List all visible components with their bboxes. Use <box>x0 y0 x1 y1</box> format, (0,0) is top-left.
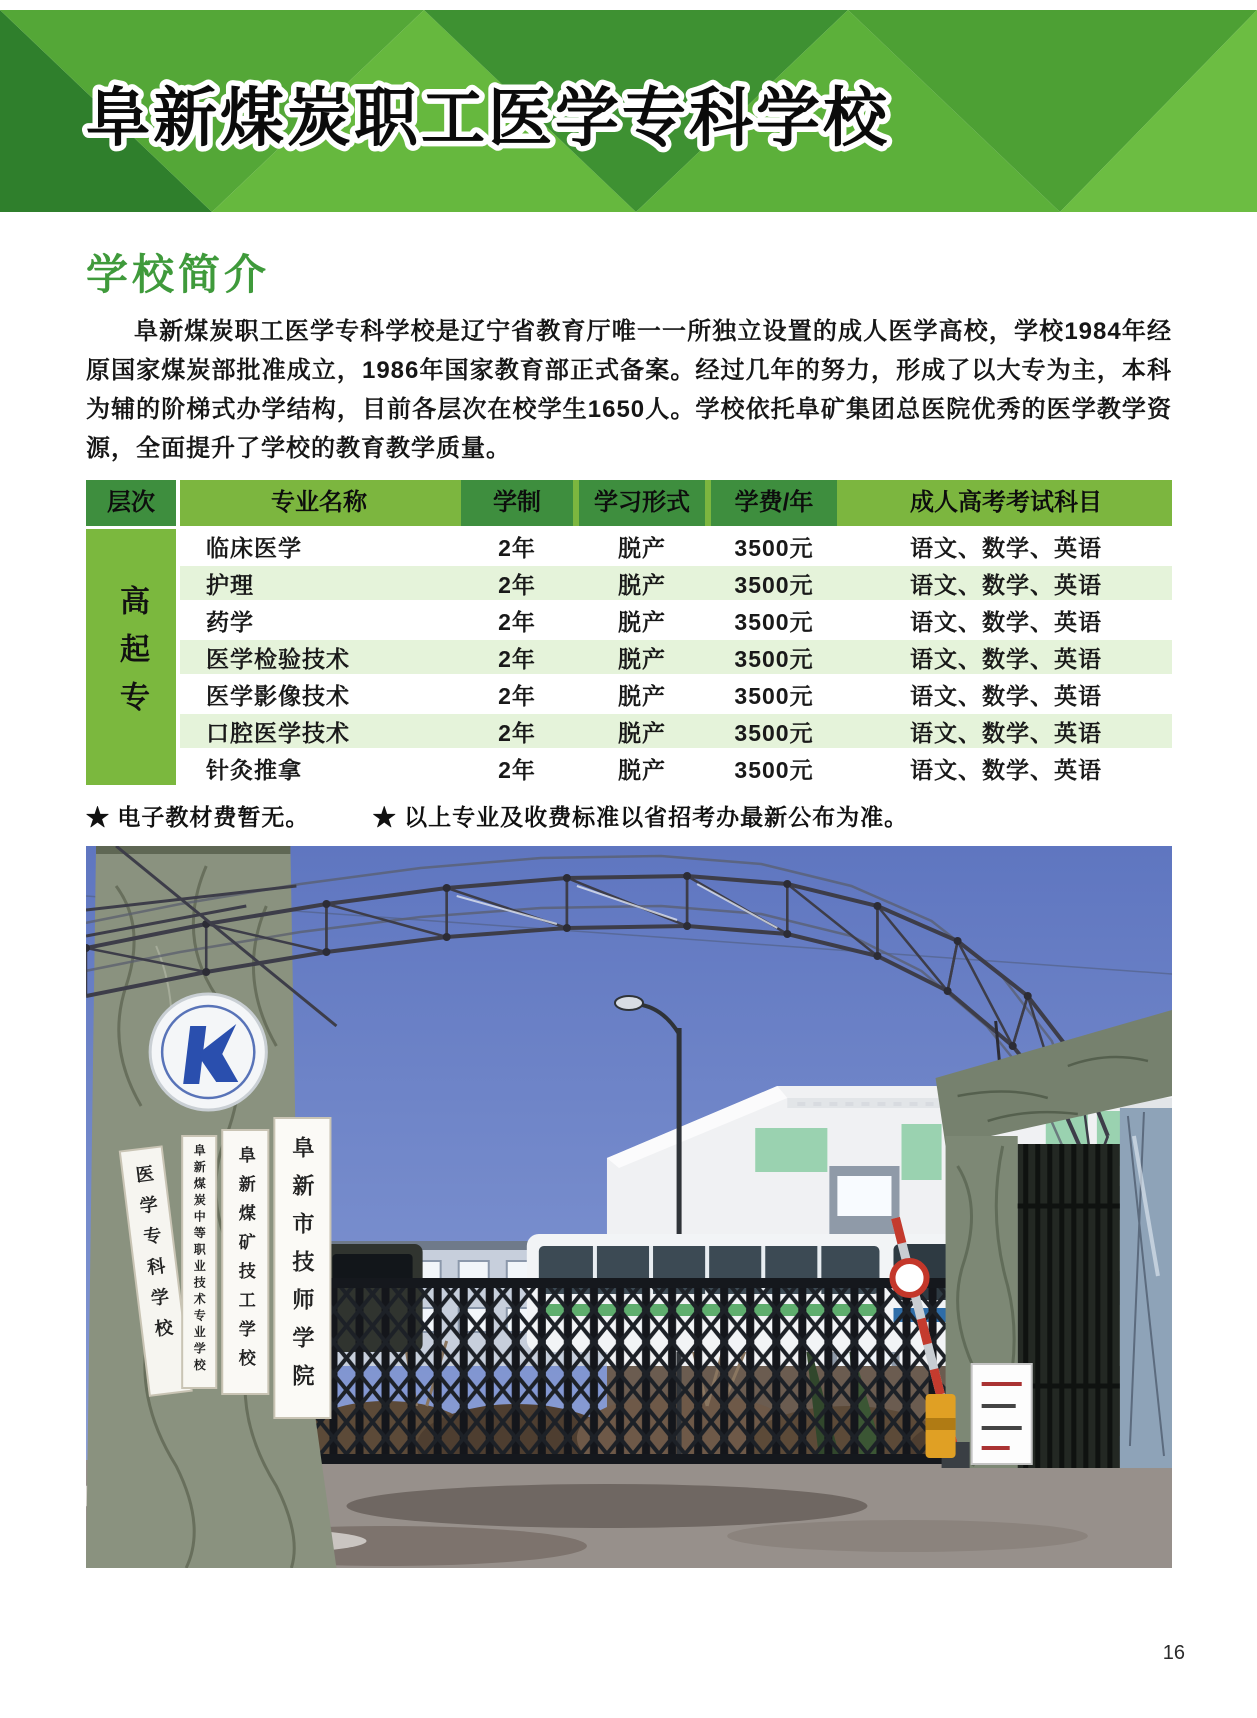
cell-duration: 2年 <box>498 571 536 598</box>
intro-paragraph: 阜新煤炭职工医学专科学校是辽宁省教育厅唯一一所独立设置的成人医学高校，学校1984年经原国家煤炭部批准成立，1986年国家教育部正式备案。经过几年的努力，形成了以大专为主，本科为辅的阶梯式办学结构，目前各层次在校学生1650人。学校依托阜矿集团总医院优秀的医学教学资源，全面提升了学校的教育教学质量。 <box>86 318 1172 462</box>
cell-subjects: 语文、数学、英语 <box>910 534 1102 561</box>
col-header-major: 专业名称 <box>271 489 367 516</box>
cell-duration: 2年 <box>498 608 536 635</box>
sign-board <box>182 1136 216 1388</box>
cell-tuition: 3500元 <box>734 756 814 783</box>
col-header-tuition: 学费/年 <box>711 480 837 526</box>
accordion-gate <box>314 1278 957 1464</box>
gatehouse <box>936 1010 1172 1468</box>
sign-board <box>222 1130 268 1394</box>
footnote-tuition: ★ 以上专业及收费标准以省招考办最新公布为准。 <box>372 804 909 830</box>
table-row <box>180 714 1172 748</box>
sign-board <box>274 1118 330 1418</box>
mint-stripe <box>902 1124 942 1180</box>
col-header-subjects: 成人高考考试科目 <box>910 489 1102 516</box>
cell-major: 临床医学 <box>206 534 302 561</box>
cell-duration: 2年 <box>498 719 536 746</box>
cell-form: 脱产 <box>618 719 666 746</box>
page-content <box>86 212 1172 1568</box>
cell-form: 脱产 <box>618 571 666 598</box>
table-row <box>180 603 1172 637</box>
campus-photo <box>86 846 1172 1568</box>
cell-tuition: 3500元 <box>734 719 814 746</box>
banner-triangles <box>0 10 1257 212</box>
cell-major: 医学检验技术 <box>206 645 350 672</box>
table-row <box>180 677 1172 711</box>
table-row <box>180 566 1172 600</box>
cell-tuition: 3500元 <box>734 608 814 635</box>
cell-duration: 2年 <box>498 682 536 709</box>
cell-form: 脱产 <box>618 682 666 709</box>
cell-form: 脱产 <box>618 608 666 635</box>
sign-text: 阜新煤矿技工学校 <box>235 1146 255 1378</box>
table-header-right <box>180 480 1172 526</box>
cell-tuition: 3500元 <box>734 534 814 561</box>
cell-subjects: 语文、数学、英语 <box>910 719 1102 746</box>
cell-subjects: 语文、数学、英语 <box>910 608 1102 635</box>
cell-major: 护理 <box>206 571 254 598</box>
cell-duration: 2年 <box>498 756 536 783</box>
sign-text: 医学专科学校 <box>132 1163 176 1351</box>
col-header-duration: 学制 <box>461 480 573 526</box>
banner <box>0 10 1257 212</box>
cell-form: 脱产 <box>618 645 666 672</box>
col-header-level: 层次 <box>86 480 176 526</box>
table-rows <box>180 529 1172 785</box>
table-row <box>180 640 1172 674</box>
cell-tuition: 3500元 <box>734 645 814 672</box>
cell-duration: 2年 <box>498 534 536 561</box>
school-emblem <box>150 994 266 1110</box>
level-group-cell <box>86 529 176 785</box>
cell-subjects: 语文、数学、英语 <box>910 645 1102 672</box>
section-heading: 学校简介 <box>86 251 271 298</box>
cell-form: 脱产 <box>618 756 666 783</box>
table-row <box>180 751 1172 785</box>
page-number: 16 <box>1162 1642 1185 1664</box>
level-group-label: 高起专 <box>115 585 148 729</box>
yellow-post <box>926 1394 956 1458</box>
cell-subjects: 语文、数学、英语 <box>910 756 1102 783</box>
cell-major: 药学 <box>206 608 254 635</box>
table-row <box>180 529 1172 563</box>
sign-text: 阜新市技师学院 <box>289 1136 315 1403</box>
cell-major: 医学影像技术 <box>206 682 350 709</box>
school-title: 阜新煤炭职工医学专科学校 <box>86 82 890 154</box>
cell-subjects: 语文、数学、英语 <box>910 571 1102 598</box>
footnote-materials: ★ 电子教材费暂无。 <box>86 804 310 830</box>
cell-subjects: 语文、数学、英语 <box>910 682 1102 709</box>
mint-stripe <box>755 1128 827 1172</box>
cell-major: 针灸推拿 <box>206 756 302 783</box>
footnotes <box>86 799 1172 832</box>
notice-sign <box>972 1364 1032 1464</box>
cell-duration: 2年 <box>498 645 536 672</box>
cell-major: 口腔医学技术 <box>206 719 350 746</box>
sign-boards <box>120 1118 331 1418</box>
cell-tuition: 3500元 <box>734 571 814 598</box>
programs-table <box>86 480 1172 785</box>
table-header-row <box>86 480 1172 526</box>
col-header-form: 学习形式 <box>579 480 705 526</box>
cell-tuition: 3500元 <box>734 682 814 709</box>
cell-form: 脱产 <box>618 534 666 561</box>
sign-text: 阜新煤炭中等职业技术专业学校 <box>192 1144 207 1375</box>
table-body <box>86 529 1172 785</box>
